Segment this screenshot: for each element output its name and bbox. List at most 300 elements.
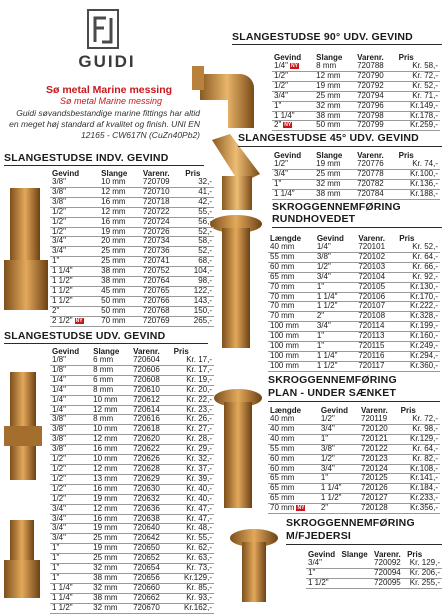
cell-text: Kr.199,- [409,321,438,331]
cell-text: Kr. 32,- [186,454,212,464]
table-cell [91,405,131,415]
cell-text: Kr.188,- [409,188,438,198]
cell-text: Kr.184,- [409,483,438,493]
table-cell [319,464,359,474]
table-row [50,286,214,296]
table-cell [356,292,397,302]
table-cell [399,454,440,464]
table-cell [268,484,319,494]
column-header: Gevind [274,53,302,62]
table-cell [131,425,172,435]
cell-text: Kr.162,- [183,602,212,612]
table-cell [359,474,399,484]
cell-text: 720102 [358,251,386,261]
table-cell [183,197,214,207]
cell-text: 55 mm [270,443,295,453]
cell-text: 3/8" [52,444,66,454]
cell-text: Kr. 47,- [186,503,212,513]
cell-text: Kr. 52,- [412,242,438,251]
table-row [50,267,214,277]
table-cell [50,207,99,217]
column-header: Varenr. [357,151,384,160]
cell-text: 60 mm [270,261,295,271]
cell-text: 720660 [133,582,160,592]
cell-text: 720792 [357,80,384,90]
section-title-fjed-1: SKROGGENNEMFØRING [286,517,415,529]
table-row [272,179,440,189]
table-cell [272,121,314,131]
section-rule-90 [232,44,442,45]
table-cell [314,121,355,131]
cell-text: 1" [320,433,329,443]
cell-text: 1/2" [52,216,66,226]
section-rule-indv [4,165,204,166]
table-cell [50,494,91,504]
cell-text: 98,- [198,276,212,286]
cell-text: 40 mm [270,414,295,423]
cell-text: 720636 [133,503,160,513]
table-cell [172,593,214,603]
column-header: Gevind [52,169,80,178]
table-row [50,455,214,465]
cell-text: 1/4" [52,384,66,394]
cell-text: 70 mm [270,311,295,321]
table-cell [172,514,214,524]
cell-text: Kr.129,- [183,572,212,582]
cell-text: 720606 [133,364,160,374]
hose-fitting-female-image [0,188,52,316]
table-row [272,111,440,121]
cell-text: 1" [52,256,60,266]
cell-text: 42,- [198,196,212,206]
table-row [306,568,442,578]
table-row [50,445,214,455]
cell-text: 720630 [133,483,160,493]
table-cell [399,484,440,494]
table-cell [50,415,91,425]
brand-subtitle-da: Sø metal Marine messing [46,84,173,96]
table-row [50,197,214,207]
table-cell [172,554,214,564]
table-cell [91,474,131,484]
table-cell [268,361,315,371]
cell-text: 8 mm [316,61,337,70]
cell-text: Kr. 40,- [186,493,212,503]
table-cell [397,179,440,189]
table-row [272,189,440,199]
guidi-logo [48,4,168,84]
table-cell [131,544,172,554]
column-header: Pris [173,347,189,356]
cell-text: 1/2" [52,226,66,236]
section-rule-45 [238,146,442,147]
cell-text: 60 mm [270,453,295,463]
table-cell [131,435,172,445]
cell-text: 100 mm [270,360,299,370]
cell-text: 720612 [133,394,160,404]
table-cell [399,444,440,454]
cell-text: Kr. 17,- [186,355,212,364]
table-cell [315,322,357,332]
cell-text: 1 1/2" [308,577,329,587]
cell-text: 720736 [142,246,170,256]
cell-text: 1 1/2" [52,276,73,286]
table-cell [99,316,141,326]
cell-text: 1" [316,281,325,291]
table-cell [50,445,91,455]
cell-text: Kr.100,- [409,168,438,178]
cell-text: Kr. 17,- [186,364,212,374]
table-cell [183,277,214,287]
column-header: Pris [399,234,415,243]
table-cell [355,189,397,199]
cell-text: 143,- [193,295,212,305]
table-cell [397,189,440,199]
cell-text: 720778 [357,168,384,178]
table-row [268,474,440,484]
cell-text: 65 mm [270,493,295,503]
cell-text: Kr. 206,- [409,567,440,577]
cell-text: 56,- [198,216,212,226]
table-cell [91,435,131,445]
cell-text: Kr.136,- [409,178,438,188]
table-row [50,405,214,415]
table-cell [359,464,399,474]
table-cell [268,312,315,322]
cell-text: 1/2" [52,473,66,483]
brand-subtitle-en: Sø metal Marine messing [60,96,163,106]
table-cell [91,573,131,583]
table-cell [268,464,319,474]
table-cell [91,544,131,554]
table-row [268,282,440,292]
table-row [268,454,440,464]
section-rule-rund [272,227,442,228]
table-cell [268,504,319,514]
cell-text: 8 mm [93,364,114,374]
table-cell [268,272,315,282]
cell-text: 12 mm [93,434,118,444]
cell-text: 70 mm [270,301,295,311]
cell-text: 1/2" [274,80,288,90]
table-row [50,257,214,267]
table-cell [172,415,214,425]
cell-text: 3/4" [316,321,331,331]
cell-text: 3/4" [320,463,335,473]
table-cell [183,257,214,267]
table-cell [359,444,399,454]
table-cell [183,296,214,306]
cell-text: 1/2" [52,463,66,473]
column-header: Pris [185,169,201,178]
table-cell [131,365,172,375]
cell-text: 720106 [358,291,386,301]
table-cell [131,554,172,564]
cell-text: 8 mm [93,414,114,424]
table-cell [268,292,315,302]
table-cell [306,568,340,578]
cell-text: 720127 [361,493,388,503]
cell-text: 10 mm [93,424,118,434]
table-cell [141,187,183,197]
table-row [50,247,214,257]
cell-text: 25 mm [93,533,118,543]
table-cell [356,282,397,292]
table-cell [314,189,355,199]
cell-text: 65 mm [270,271,295,281]
cell-text: 38 mm [316,110,341,120]
cell-text: Kr. 20,- [186,384,212,394]
table-cell [50,395,91,405]
table-cell [141,277,183,287]
new-badge: NY [284,122,292,129]
through-hull-round-image [208,214,264,354]
table-cell [131,494,172,504]
cell-text: 45 mm [101,285,126,295]
table-cell [356,252,397,262]
table-udv [50,347,214,614]
table-cell [172,474,214,484]
table-cell [50,564,91,574]
cell-text: 720788 [357,61,384,70]
cell-text: 3/4" [320,423,335,433]
cell-text: 1 1/4" [274,188,295,198]
table-cell [91,445,131,455]
table-row [50,207,214,217]
cell-text: Kr.170,- [409,291,438,301]
table-fjed [306,550,442,589]
column-header: Slange [101,169,128,178]
cell-text: 104,- [193,266,212,276]
table-cell [340,559,373,568]
cell-text: 720741 [142,256,170,266]
cell-text: Kr.222,- [409,301,438,311]
table-row [50,415,214,425]
cell-text: Kr. 85,- [186,582,212,592]
cell-text: 720764 [142,276,170,286]
table-cell [99,296,141,306]
section-title-udv: SLANGESTUDSE UDV. GEVIND [4,330,166,342]
cell-text: 720103 [358,261,386,271]
table-cell [131,593,172,603]
table-cell [141,197,183,207]
cell-text: 10 mm [93,454,118,464]
cell-text: 720119 [361,414,388,423]
table-cell [397,169,440,179]
table-cell [91,554,131,564]
column-header: Gevind [320,406,348,415]
cell-text: 70 mm [270,291,295,301]
table-cell [131,405,172,415]
cell-text: 720125 [361,473,388,483]
cell-text: 1 1/4" [52,582,73,592]
table-cell [50,514,91,524]
table-cell [319,484,359,494]
cell-text: Kr. 66,- [412,261,438,271]
cell-text: 55 mm [270,251,295,261]
table-row [50,524,214,534]
cell-text: Kr. 73,- [186,563,212,573]
cell-text: Kr. 93,- [186,592,212,602]
cell-text: 1/8" [52,364,66,374]
table-cell [356,322,397,332]
cell-text: 720652 [133,553,160,563]
cell-text: 720120 [361,423,388,433]
table-cell [314,169,355,179]
table-row [50,554,214,564]
hose-fitting-male-image [0,372,50,482]
cell-text: 1/8" [52,355,66,364]
table-cell [319,434,359,444]
cell-text: 720115 [358,341,385,351]
section-title-indv: SLANGESTUDSE INDV. GEVIND [4,152,169,164]
cell-text: Kr. 72,- [412,70,438,80]
table-row [268,444,440,454]
cell-text: 1 1/4" [320,483,342,493]
brand-description: Guidi søvandsbestandige marine fittings har altid en meget høj standard af kvalitet og finish. UNI EN 12165 - CW617N (CuZn40Pb2) [9,108,200,140]
section-title-45: SLANGESTUDSE 45° UDV. GEVIND [238,132,419,144]
cell-text: 1/2" [52,483,66,493]
table-cell [91,425,131,435]
table-cell [356,302,397,312]
table-cell [355,101,397,111]
column-header: Varenr. [361,406,388,415]
table-cell [50,227,99,237]
table-row [268,312,440,322]
cell-text: 720629 [133,473,160,483]
table-cell [356,361,397,371]
cell-text: 1 1/2" [52,602,73,612]
table-cell [91,534,131,544]
table-cell [314,91,355,101]
cell-text: 52,- [198,246,212,256]
table-cell [397,81,440,91]
cell-text: 720796 [357,100,384,110]
cell-text: 720769 [142,315,170,325]
table-cell [319,454,359,464]
table-cell [397,252,440,262]
cell-text: Kr.259,- [409,120,438,130]
table-cell [172,395,214,405]
cell-text: 1" [320,473,329,483]
table-row [50,583,214,593]
cell-text: 10 mm [101,177,126,186]
table-plan [268,406,440,514]
table-cell [99,217,141,227]
table-row [306,578,442,588]
table-cell [397,71,440,81]
table-cell [183,227,214,237]
table-cell [397,292,440,302]
cell-text: Kr.178,- [409,110,438,120]
table-cell [397,262,440,272]
cell-text: 25 mm [93,553,118,563]
table-cell [131,534,172,544]
table-cell [172,405,214,415]
table-row [50,306,214,316]
table-cell [91,395,131,405]
table-cell [91,484,131,494]
cell-text: Kr. 64,- [412,251,438,261]
cell-text: 720782 [357,178,384,188]
cell-text: Kr.328,- [409,311,438,321]
table-row [268,272,440,282]
table-cell [355,71,397,81]
column-header: Pris [400,406,416,415]
table-header-row [50,169,214,178]
table-cell [397,91,440,101]
cell-text: 1 1/2" [316,360,338,370]
cell-text: 50 mm [101,295,126,305]
table-row [268,351,440,361]
table-cell [319,424,359,434]
cell-text: 3/4" [52,513,66,523]
cell-text: 8 mm [93,384,114,394]
table-cell [314,71,355,81]
cell-text: 720604 [133,355,160,364]
table-row [50,544,214,554]
cell-text: 720105 [358,281,386,291]
section-title-90: SLANGESTUDSE 90° UDV. GEVIND [232,31,413,43]
cell-text: Kr.294,- [409,350,438,360]
cell-text: 2" [316,311,325,321]
table-cell [50,524,91,534]
table-cell [315,252,357,262]
cell-text: 3/8" [52,434,66,444]
table-cell [91,504,131,514]
cell-text: 3/4" [274,90,288,100]
table-cell [50,217,99,227]
cell-text: Kr.160,- [409,331,438,341]
cell-text: Kr. 28,- [186,434,212,444]
cell-text: Kr. 129,- [409,558,440,567]
cell-text: 2" [52,305,60,315]
table-cell [91,455,131,465]
new-badge: NY [75,317,83,324]
table-cell [131,395,172,405]
table-cell [397,312,440,322]
cell-text: 41,- [198,186,212,196]
table-cell [50,504,91,514]
table-cell [50,296,99,306]
cell-text: 720128 [361,503,388,513]
table-cell [99,197,141,207]
cell-text: 720126 [361,483,388,493]
table-cell [172,455,214,465]
table-row [50,375,214,385]
table-cell [91,564,131,574]
section-title-fjed-2: M/FJEDERSI [286,530,352,542]
cell-text: 1" [308,567,316,577]
cell-text: Kr. 63,- [186,553,212,563]
table-cell [356,342,397,352]
table-row [50,227,214,237]
table-cell [172,583,214,593]
table-cell [50,247,99,257]
table-cell [183,286,214,296]
cell-text: 3/8" [52,414,66,424]
cell-text: 1/2" [274,159,288,168]
table-cell [91,494,131,504]
table-cell [372,568,405,578]
table-cell [91,524,131,534]
table-cell [91,365,131,375]
cell-text: 720104 [358,271,386,281]
cell-text: 38 mm [93,572,118,582]
cell-text: 720122 [361,443,388,453]
cell-text: Kr. 58,- [412,61,438,70]
cell-text: 38 mm [101,276,126,286]
